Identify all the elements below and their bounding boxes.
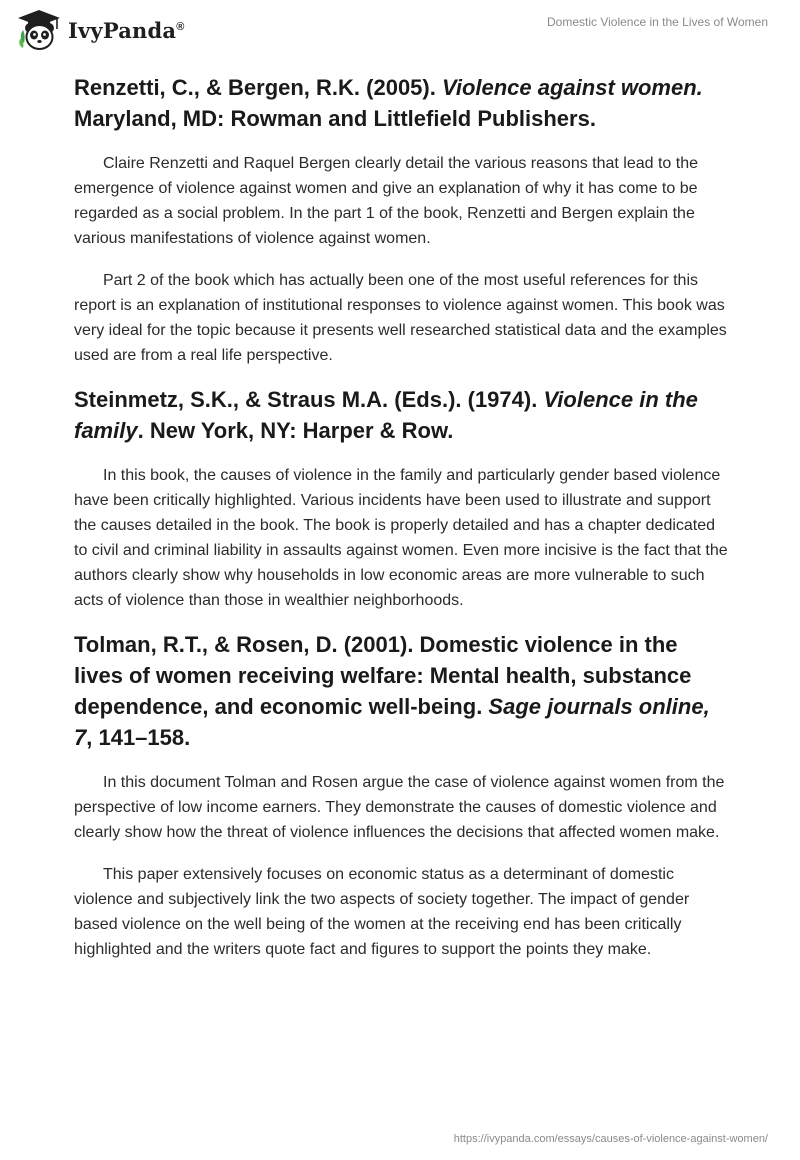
annotation-paragraph: Part 2 of the book which has actually been one of the most useful references for this report is an explanation of institutional responses to violence against women. This book was very ideal for the topic because it presents well researched statistical data and the examples used are from a real life perspective. <box>74 272 727 364</box>
references-content <box>74 72 730 962</box>
panda-graduation-icon <box>16 8 62 52</box>
annotation-paragraph: In this book, the causes of violence in the family and particularly gender based violence have been critically highlighted. Various incidents have been used to illustrate and support the causes detailed in the book. The book is properly detailed and has a chapter dedicated to civil and criminal liability in assaults against women. Even more incisive is the fact that the authors clearly show why households in low economic areas are more vulnerable to such acts of violence than those in wealthier neighborhoods. <box>74 467 728 609</box>
reference-heading-steinmetz: Steinmetz, S.K., & Straus M.A. (Eds.). (1974). Violence in the family. New York, NY: Harper & Row. <box>74 387 698 443</box>
reference-heading-renzetti: Renzetti, C., & Bergen, R.K. (2005). Violence against women. Maryland, MD: Rowman and Littlefield Publishers. <box>74 75 703 131</box>
page-header <box>0 0 800 60</box>
annotation-paragraph: Claire Renzetti and Raquel Bergen clearly detail the various reasons that lead to the emergence of violence against women and give an explanation of why it has come to be regarded as a social problem. In the part 1 of the book, Renzetti and Bergen explain the various manifestations of violence against women. <box>74 155 699 247</box>
annotation-paragraph: In this document Tolman and Rosen argue the case of violence against women from the perspective of low income earners. They demonstrate the causes of domestic violence and clearly show how the threat of violence influences the decisions that affected women make. <box>74 774 725 841</box>
annotation-paragraph: This paper extensively focuses on economic status as a determinant of domestic violence and subjectively link the two aspects of society together. The impact of gender based violence on the well being of the women at the receiving end has been critically highlighted and the writers quote fact and figures to support the points they make. <box>74 866 690 958</box>
ivypanda-logo[interactable] <box>16 8 185 52</box>
reference-heading-tolman: Tolman, R.T., & Rosen, D. (2001). Domestic violence in the lives of women receiving welfare: Mental health, substance dependence, and economic well-being. Sage journals online, 7, 141–158. <box>74 632 710 750</box>
source-url[interactable]: https://ivypanda.com/essays/causes-of-violence-against-women/ <box>453 1133 768 1145</box>
document-title: Domestic Violence in the Lives of Women <box>547 15 768 29</box>
brand-name: IvyPanda® <box>68 17 185 43</box>
